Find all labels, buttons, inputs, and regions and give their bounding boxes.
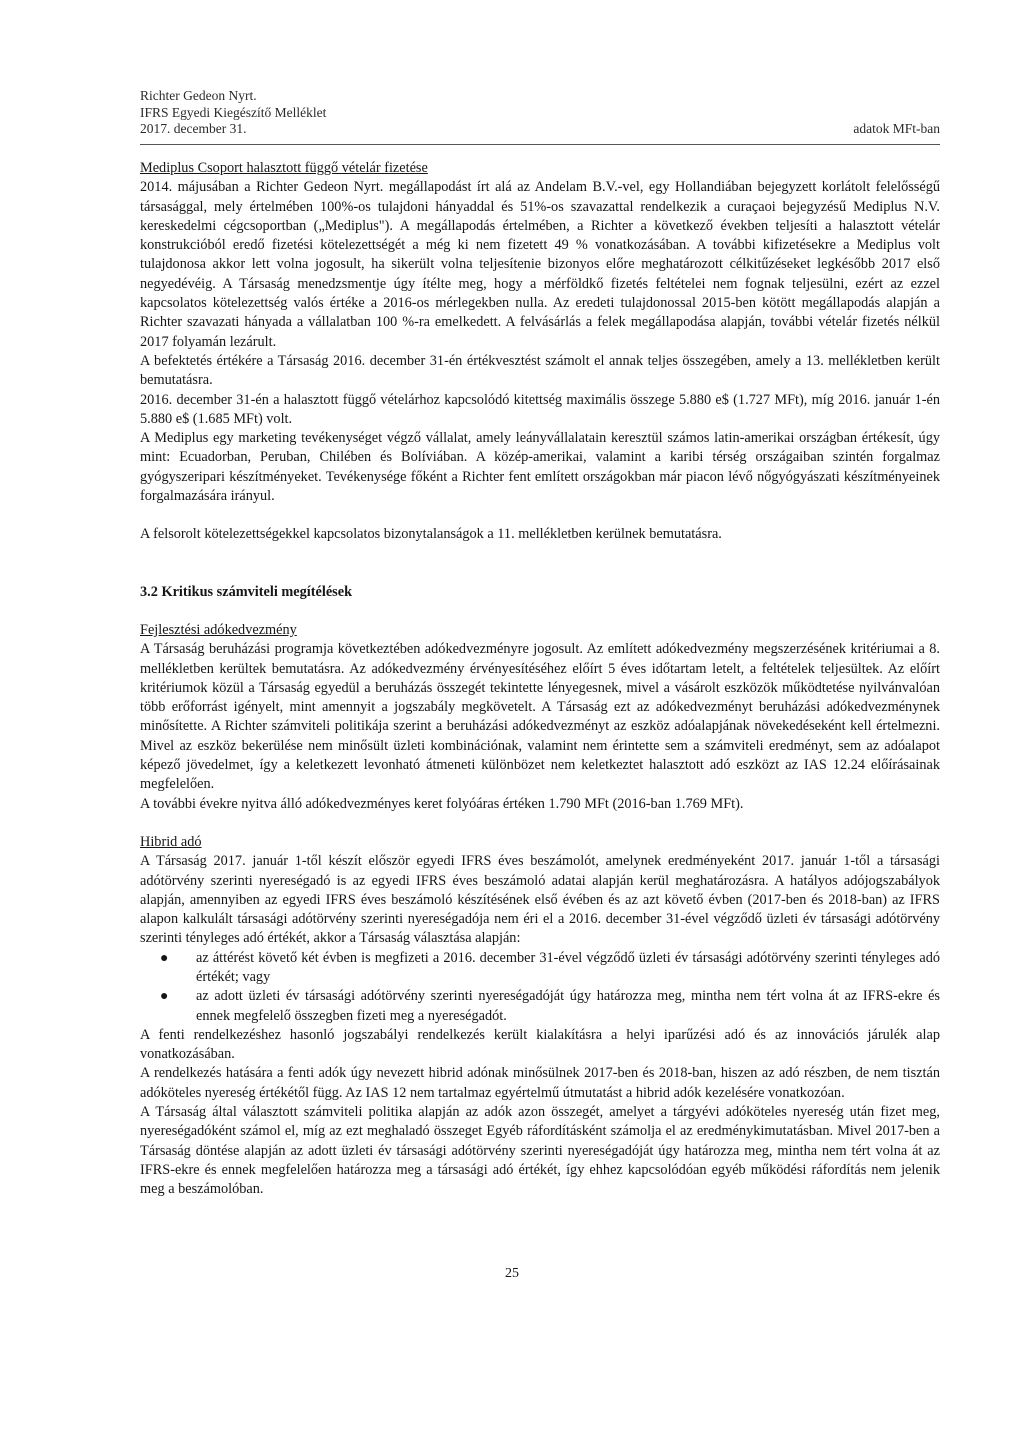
paragraph: A rendelkezés hatására a fenti adók úgy nevezett hibrid adónak minősülnek 2017-ben és 2018-ban, hiszen az adó részben, de nem tisztán adóköteles nyereség értékétől függ. Az IAS 12 nem tartalmaz egyértelmű útmutatást a hibrid adók kezelésére vonatkozóan. (140, 1065, 940, 1101)
paragraph: A további évekre nyitva álló adókedvezményes keret folyóáras értéken 1.790 MFt (2016-ban 1.769 MFt). (140, 795, 744, 812)
list-item-text: az áttérést követő két évben is megfizeti a 2016. december 31-ével végződő üzleti év társasági adótörvény szerinti tényleges adó értékét; vagy (196, 949, 940, 985)
section-title-mediplus: Mediplus Csoport halasztott függő vételár fizetése (140, 160, 428, 176)
list-item-text: az adott üzleti év társasági adótörvény szerinti nyereségadóját úgy határozza meg, mintha nem tért volna át az IFRS-ekre és ennek megfelelő összegben fizeti meg a nyereségadót. (196, 988, 940, 1024)
paragraph: 2016. december 31-én a halasztott függő vételárhoz kapcsolódó kitettség maximális összege 5.880 e$ (1.727 MFt), míg 2016. január 1-én 5.880 e$ (1.685 MFt) volt. (140, 391, 940, 427)
document-body (140, 159, 940, 1200)
list-item (140, 949, 940, 988)
paragraph: A Mediplus egy marketing tevékenységet végző vállalat, amely leányvállalatain keresztül számos latin-amerikai országban értékesít, úgy mint: Ecuadorban, Peruban, Chilében és Bolíviában. A közép-amerikai, valamint a karibi térség országaiban szintén forgalmaz gyógyszeripari készítményeket. Tevékenysége főként a Richter fent említett országokban már piacon lévő nőgyógyászati készítményeinek forgalmazására irányul. (140, 430, 940, 505)
section-number: 3.2 (140, 583, 158, 600)
report-title: IFRS Egyedi Kiegészítő Melléklet (140, 104, 327, 120)
paragraph: A befektetés értékére a Társaság 2016. december 31-én értékvesztést számolt el annak teljes összegében, amely a 13. mellékletben került bemutatásra. (140, 352, 940, 389)
subsection-title-dev-tax: Fejlesztési adókedvezmény (140, 621, 297, 638)
paragraph: A fenti rendelkezéshez hasonló jogszabályi rendelkezés került kialakításra a helyi iparűzési adó és az innovációs járulék alap vonatkozásában. (140, 1026, 940, 1063)
page-number: 25 (505, 1266, 519, 1281)
bullet-icon: ● (160, 989, 169, 1005)
list-item (140, 987, 940, 1026)
section-heading (140, 583, 940, 602)
header-divider (140, 144, 940, 145)
bullet-list (140, 949, 940, 1026)
paragraph: A Társaság 2017. január 1-től készít először egyedi IFRS éves beszámolót, amelynek eredményeként 2017. január 1-től a társasági adótörvény szerinti nyereségadó is az egyedi IFRS éves beszámoló adatai alapján kerül meghatározásra. A hatályos adójogszabályok alapján, amennyiben az egyedi IFRS éves beszámoló készítésének első évében és az azt követő évben (2017-ben és 2018-ban) az IFRS alapon kalkulált társasági adótörvény szerinti nyereségadója nem éri el a 2016. december 31-ével végződő üzleti év társasági adótörvény szerinti tényleges adó értékét, akkor a Társaság választása alapján: (140, 853, 940, 947)
paragraph: A Társaság beruházási programja következtében adókedvezményre jogosult. Az említett adókedvezmény megszerzésének kritériumai a 8. mellékletben kerültek bemutatásra. Az adókedvezmény érvényesítéséhez előírt 5 éves időtartam letelt, a feltételek teljesültek. Az előírt kritériumok közül a Társaság egyedül a beruházás összegét tekintette lényegesnek, mivel a vásárolt eszközök működtetése nyilvánvalóan több erőforrást igényelt, mint amennyit a jogszabály megkövetelt. A Társaság ezt az adókedvezményt beruházási adókedvezménynek minősítette. A Richter számviteli politikája szerint a beruházási adókedvezményt az eszköz adóalapjának növekedéseként kell értelmezni. Mivel az eszköz bekerülése nem minősült üzleti kombinációnak, valamint nem érintette sem a számviteli eredményt, sem az adóalapot képező jövedelmet, így a keletkezett levonható átmeneti különbözet nem keletkeztet halasztott adó eszközt az IAS 12.24 előírásainak megfelelően. (140, 641, 940, 793)
paragraph: 2014. májusában a Richter Gedeon Nyrt. megállapodást írt alá az Andelam B.V.-vel, egy Hollandiában bejegyzett korlátolt felelősségű társasággal, mely értelmében 100%-os tulajdoni hányaddal és 51%-os szavazattal rendelkezik a curaçaoi bejegyzésű Mediplus N.V. kereskedelmi cégcsoportban („Mediplus"). A megállapodás értelmében, a Richter a következő években teljesíti a halasztott vételár konstrukcióból eredő fizetési kötelezettségét a még ki nem fizetett 49 % vonatkozásában. A további kifizetésekre a Mediplus volt tulajdonosa akkor lett volna jogosult, ha sikerült volna teljesítenie bizonyos előre meghatározott célkitűzéseket legkésőbb 2017 első negyedévéig. A Társaság menedzsmentje úgy ítélte meg, hogy a mérföldkő fizetés feltételei nem fognak teljesülni, ezért az ezzel kapcsolatos kötelezettség valós értéke a 2016-os mérlegekben nulla. Az eredeti tulajdonossal 2015-ben kötött megállapodás alapján a Richter szavazati hányada a vállalatban 100 %-ra emelkedett. A felvásárlás a felek megállapodása alapján, további vételár fizetés nélkül 2017 folyamán lezárult. (140, 179, 940, 350)
units-note: adatok MFt-ban (853, 121, 940, 136)
bullet-icon: ● (160, 950, 169, 966)
paragraph: A felsorolt kötelezettségekkel kapcsolatos bizonytalanságok a 11. mellékletben kerülnek bemutatásra. (140, 526, 722, 543)
subsection-title-hybrid-tax: Hibrid adó (140, 833, 202, 850)
report-date: 2017. december 31. (140, 121, 247, 136)
section-heading-text: Kritikus számviteli megítélések (161, 583, 353, 600)
page-header (140, 88, 940, 138)
company-name: Richter Gedeon Nyrt. (140, 88, 257, 103)
paragraph: A Társaság által választott számviteli politika alapján az adók azon összegét, amelyet a tárgyévi adóköteles nyereség után fizet meg, nyereségadóként számol el, míg az ezt meghaladó összeget Egyéb ráfordításként számolja el az eredménykimutatásban. Mivel 2017-ben a Társaság döntése alapján az adott üzleti év társasági adótörvény szerinti nyereségadóját úgy határozza meg, mintha nem tért volna át az IFRS-ekre és ennek megfelelően határozza meg a társasági adó értékét, így ehhez kapcsolódóan egyéb működési ráfordítás nem jelenik meg a beszámolóban. (140, 1104, 940, 1198)
